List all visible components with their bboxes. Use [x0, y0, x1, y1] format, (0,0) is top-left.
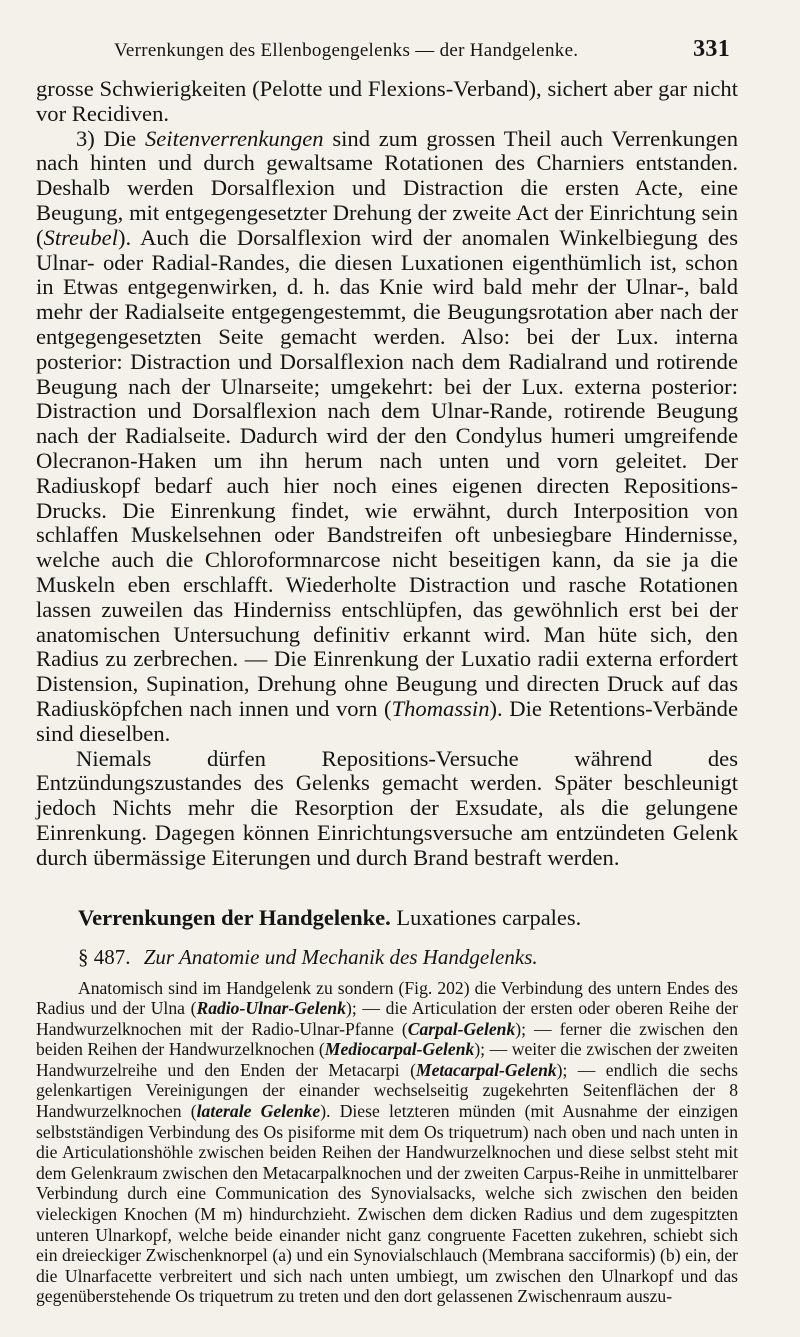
term-metacarpal: Metacarpal-Gelenk — [415, 1059, 557, 1080]
subsection-heading — [78, 945, 738, 970]
term-radio-ulnar: Radio-Ulnar-Gelenk — [196, 998, 346, 1019]
paragraph-2: 3) Die Seitenverrenkungen sind zum grossen Theil auch Verrenkungen nach hinten und durch gewaltsame Rotationen des Charniers entstanden. Deshalb werden Dorsalflexion und Distraction die ersten Acte, eine Beugung, mit entgegengesetzter Drehung der zweite Act der Einrichtung sein (Streubel). Auch die Dorsalflexion wird der anomalen Winkelbiegung des Ulnar- oder Radial-Randes, die diesen Luxationen eigenthümlich ist, schon in Etwas entgegenwirken, d. h. das Knie wird bald mehr der Ulnar-, bald mehr der Radialseite entgegengestemmt, die Beugungsrotation aber nach der entgegengesetzten Seite gemacht werden. Also: bei der Lux. interna posterior: Distraction und Dorsalflexion nach dem Radialrand und rotirende Beugung nach der Ulnarseite; umgekehrt: bei der Lux. externa posterior: Distraction und Dorsalflexion nach dem Ulnar-Rande, rotirende Beugung nach der Radialseite. Dadurch wird der den Condylus humeri umgreifende Olecranon-Haken um ihn herum nach unten und vorn geleitet. Der Radiuskopf bedarf auch hier noch eines eigenen directen Repositions-Drucks. Die Einrenkung findet, wie erwähnt, durch Interposition von schlaffen Muskelsehnen oder Bandstreifen oft unbesiegbare Hindernisse, welche auch die Chloroformnarcose nicht beseitigen kann, da sie ja die Muskeln eben erschlafft. Wiederholte Distraction und rasche Rotationen lassen zuweilen das Hinderniss entschlüpfen, das gewöhnlich erst bei der anatomischen Untersuchung definitiv erkannt wird. Man hüte sich, den Radius zu zerbrechen. — Die Einrenkung der Luxatio radii externa erfordert Distension, Supination, Drehung ohne Beugung und directen Druck auf das Radiusköpfchen nach innen und vorn (Thomassin). Die Retentions-Verbände sind dieselben. — [36, 125, 738, 746]
term-seitenverrenkungen: Seitenverrenkungen — [144, 125, 324, 151]
section-heading — [78, 905, 738, 931]
paragraph-anatomy: Anatomisch sind im Handgelenk zu sondern (Fig. 202) die Verbindung des untern Endes des Radius und der Ulna (Radio-Ulnar-Gelenk); — die Articulation der ersten oder oberen Reihe der Handwurzelknochen mit der Radio-Ulnar-Pfanne (Carpal-Gelenk); — ferner die zwischen den beiden Reihen der Handwurzelknochen (Mediocarpal-Gelenk); — weiter die zwischen der zweiten Handwurzelreihe und den Enden der Metacarpi (Metacarpal-Gelenk); — endlich die sechs gelenkartigen Vereinigungen der einander wechselseitig zugekehrten Seitenflächen der 8 Handwurzelknochen (laterale Gelenke). Diese letzteren münden (mit Ausnahme der einzigen selbstständigen Verbindung des Os pisiforme mit dem Os triquetrum) nach oben und nach unten in die Articulationshöhle zwischen beiden Reihen der Handwurzelknochen und diese selbst steht mit dem Gelenkraum zwischen den Metacarpalknochen und der zweiten Carpus-Reihe in unmittelbarer Verbindung durch eine Communication des Synovialsacks, welche sich zwischen den beiden vieleckigen Knochen (M m) hindurchzieht. Zwischen dem dicken Radius und dem zugespitzten unteren Ulnarkopf, welche beide einander nicht ganz congruente Facetten zukehren, schiebt sich ein dreieckiger Zwischenknorpel (a) und ein Synovialschlauch (Membrana sacciformis) (b) ein, der die Ulnarfacette verbreitert und sich nach unten umbiegt, um zwischen den Ulnarkopf und das gegenüberstehende Os triquetrum zu treten und den dort gelassenen Zwischenraum auszu- — [36, 977, 739, 1307]
small-print-text — [36, 978, 738, 1308]
page-number: 331 — [693, 36, 730, 62]
section-number: § 487. — [78, 944, 131, 969]
term-laterale: laterale Gelenke — [196, 1101, 321, 1122]
paragraph-3: Niemals dürfen Repositions-Versuche während des Entzündungszustandes des Gelenks gemacht werden. Später beschleunigt jedoch Nichts mehr die Resorption der Exsudate, als die gelungene Einrenkung. Dagegen können Einrichtungsversuche am entzündeten Gelenk durch übermässige Eiterungen und durch Brand bestraft werden. — [36, 745, 738, 870]
subsection-title: Zur Anatomie und Mechanik des Handgelenks. — [143, 944, 538, 969]
section-title-latin: Luxationes carpales. — [396, 904, 582, 930]
running-header — [36, 36, 738, 63]
term-carpal: Carpal-Gelenk — [407, 1018, 516, 1039]
author-streubel: Streubel — [43, 224, 118, 250]
header-title: Verrenkungen des Ellenbogengelenks — der Handgelenke. — [114, 40, 579, 61]
paragraph-1: grosse Schwierigkeiten (Pelotte und Flexions-Verband), sichert aber gar nicht vor Recidiven. — [36, 76, 738, 126]
author-thomassin: Thomassin — [391, 695, 490, 721]
term-mediocarpal: Mediocarpal-Gelenk — [324, 1039, 475, 1060]
section-title: Verrenkungen der Handgelenke. — [78, 904, 391, 930]
main-text — [36, 77, 738, 871]
